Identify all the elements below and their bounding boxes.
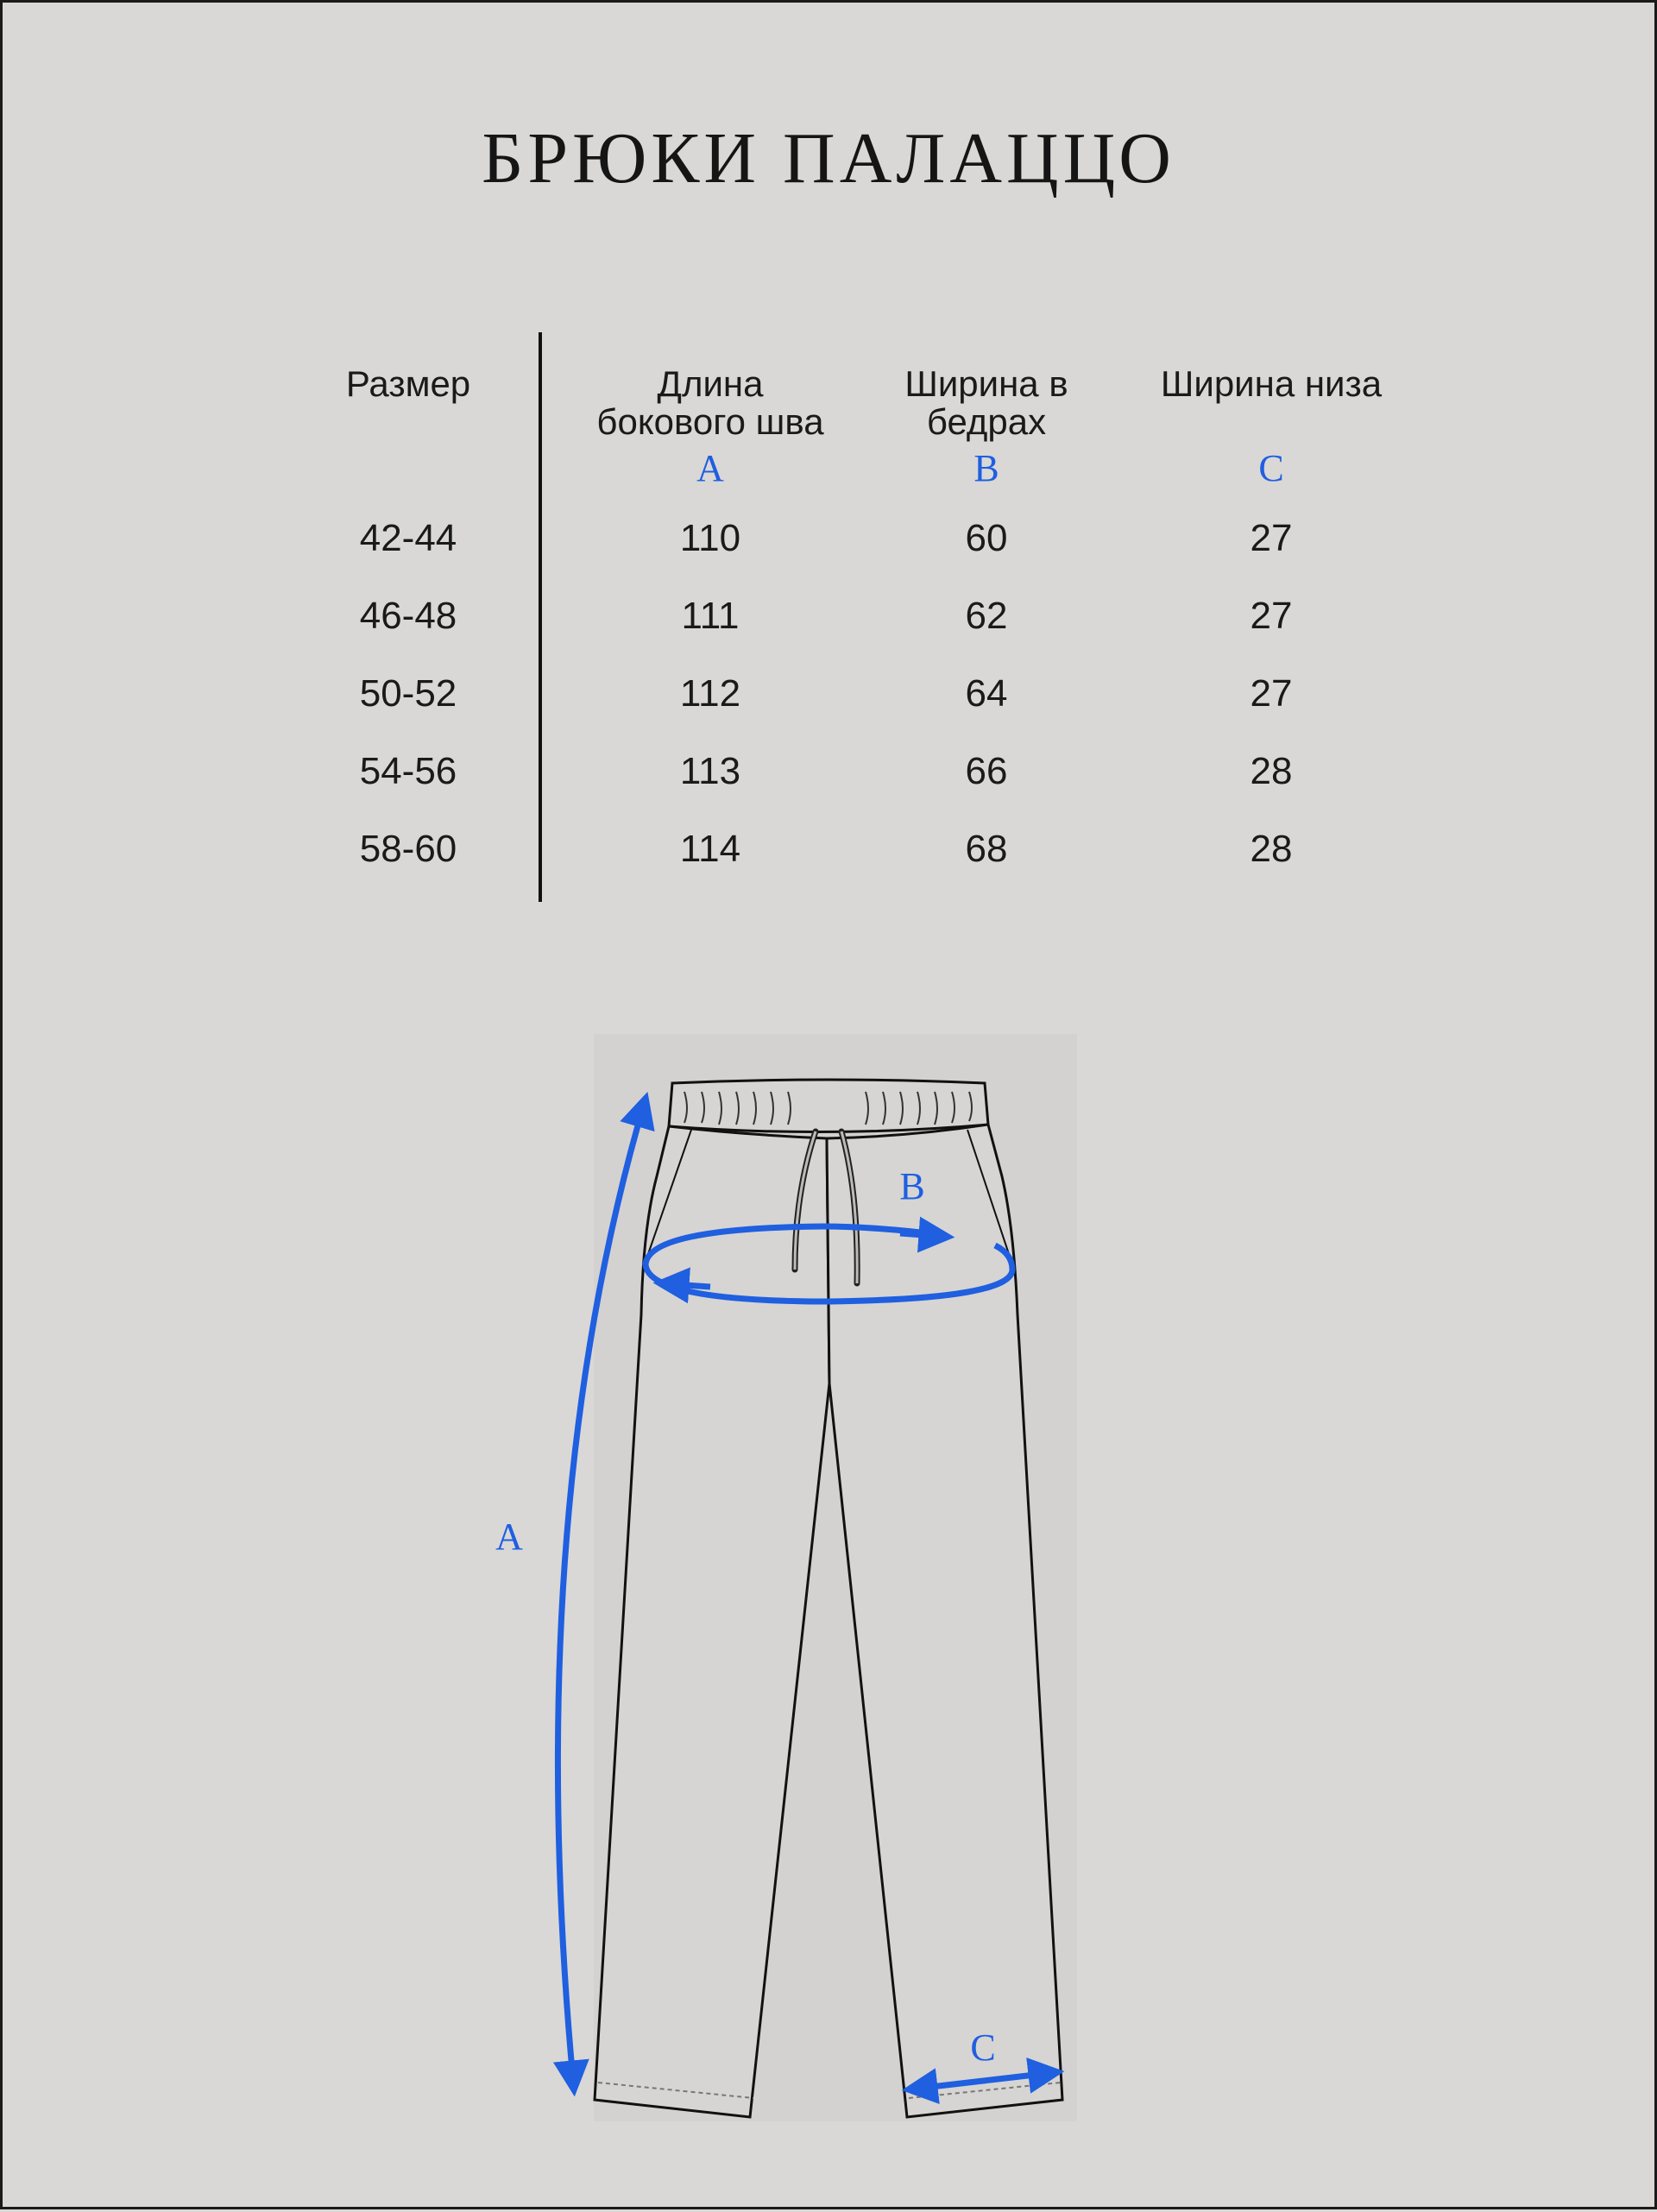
page-title: БРЮКИ ПАЛАЦЦО [482, 118, 1175, 199]
waistband [669, 1080, 988, 1132]
trousers-diagram [3, 3, 1657, 2212]
hip-cell: 64 [965, 672, 1008, 715]
length-cell: 111 [681, 595, 740, 637]
bottom-cell: 27 [1250, 672, 1293, 715]
header-length-label: Длина бокового шва [596, 363, 824, 442]
length-cell: 113 [679, 750, 741, 792]
hip-cell: 66 [965, 750, 1008, 792]
label-b: B [899, 1165, 925, 1207]
size-cell: 46-48 [359, 595, 457, 637]
label-c: C [970, 2026, 996, 2069]
length-cell: 112 [679, 672, 741, 715]
length-cell: 110 [679, 517, 741, 559]
bottom-cell: 28 [1250, 828, 1293, 870]
header-bottom-letter: C [1258, 447, 1284, 489]
size-cell: 42-44 [359, 517, 457, 559]
bottom-cell: 27 [1250, 595, 1293, 637]
size-cell: 54-56 [359, 750, 457, 792]
header-bottom-label: Ширина низа [1160, 363, 1383, 404]
hip-cell: 60 [965, 517, 1008, 559]
hip-cell: 62 [965, 595, 1008, 637]
header-length-letter: A [696, 447, 724, 489]
header-size: Размер [345, 363, 471, 404]
arrow-b-head-right [900, 1233, 948, 1237]
arrow-b-head-left [660, 1283, 710, 1287]
hip-cell: 68 [965, 828, 1008, 870]
header-hip-letter: B [973, 447, 999, 489]
size-cell: 50-52 [359, 672, 457, 715]
bottom-cell: 28 [1250, 750, 1293, 792]
size-cell: 58-60 [359, 828, 457, 870]
length-cell: 114 [679, 828, 741, 870]
label-a: A [495, 1516, 523, 1558]
bottom-cell: 27 [1250, 517, 1293, 559]
header-hip-label: Ширина в бедрах [904, 363, 1068, 442]
